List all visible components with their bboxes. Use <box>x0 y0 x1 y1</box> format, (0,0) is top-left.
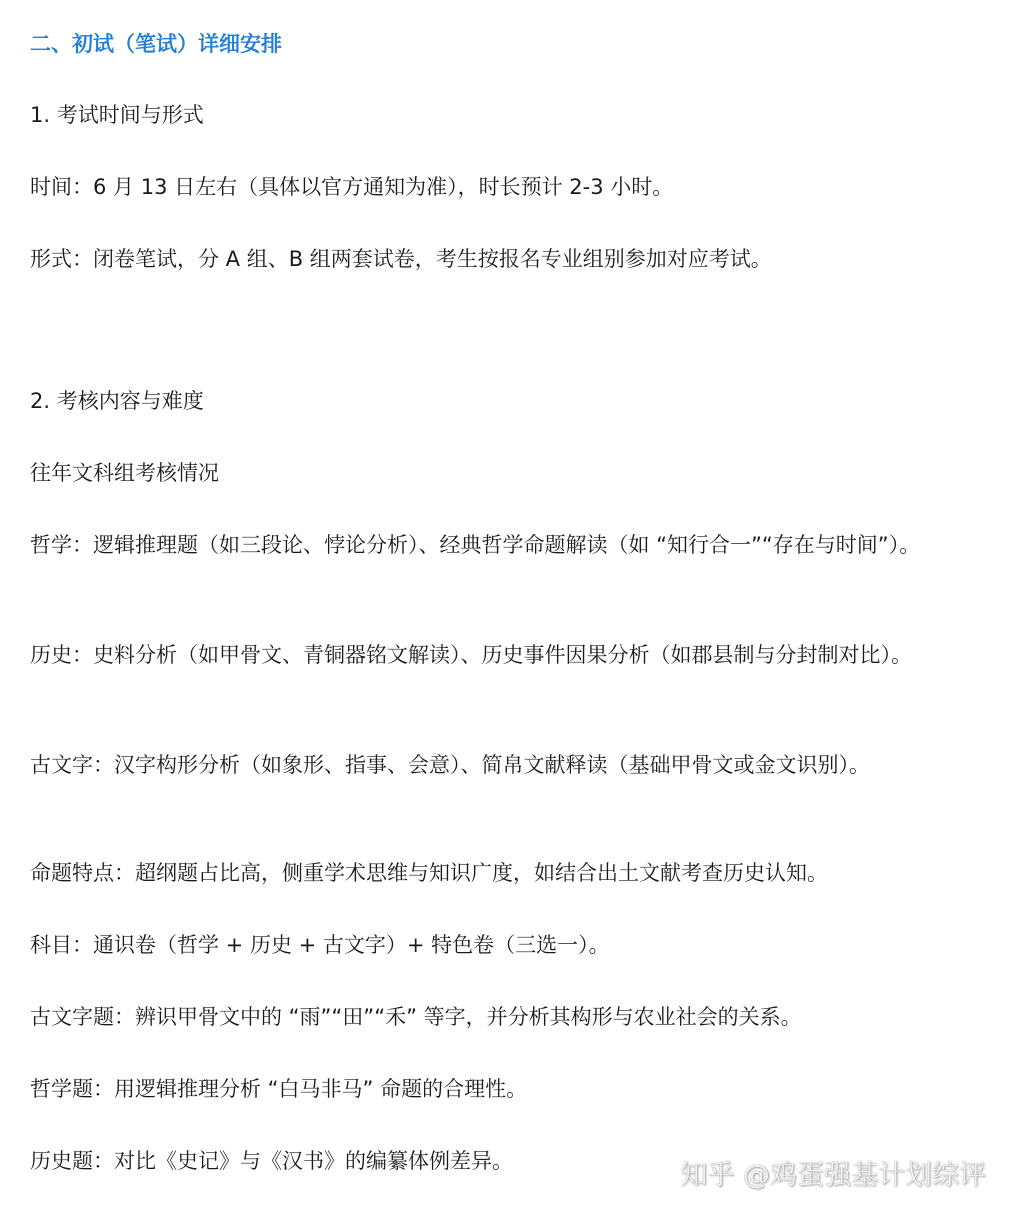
history-question-paragraph: 历史题：对比《史记》与《汉书》的编纂体例差异。 <box>30 1149 513 1173</box>
ancient-script-paragraph: 古文字：汉字构形分析（如象形、指事、会意）、简帛文献释读（基础甲骨文或金文识别）。 <box>30 753 870 777</box>
history-paragraph: 历史：史料分析（如甲骨文、青铜器铭文解读）、历史事件因果分析（如郡县制与分封制对比）。 <box>30 643 912 667</box>
features-paragraph: 命题特点：超纲题占比高，侧重学术思维与知识广度，如结合出土文献考查历史认知。 <box>30 861 828 885</box>
exam-form-paragraph: 形式：闭卷笔试，分 A 组、B 组两套试卷，考生按报名专业组别参加对应考试。 <box>30 247 772 271</box>
philosophy-paragraph: 哲学：逻辑推理题（如三段论、悖论分析）、经典哲学命题解读（如 “知行合一”“存在与时间”）。 <box>30 533 921 557</box>
exam-time-form-title: 1. 考试时间与形式 <box>30 103 204 127</box>
philosophy-question-paragraph: 哲学题：用逻辑推理分析 “白马非马” 命题的合理性。 <box>30 1077 528 1101</box>
content-subtitle: 往年文科组考核情况 <box>30 461 219 485</box>
watermark: 知乎 @鸡蛋强基计划综评 <box>680 1160 986 1191</box>
ancient-script-question-paragraph: 古文字题：辨识甲骨文中的 “雨”“田”“禾” 等字，并分析其构形与农业社会的关系。 <box>30 1005 802 1029</box>
content-difficulty-title: 2. 考核内容与难度 <box>30 389 204 413</box>
section-heading: 二、初试（笔试）详细安排 <box>30 32 282 56</box>
exam-time-paragraph: 时间：6 月 13 日左右（具体以官方通知为准），时长预计 2-3 小时。 <box>30 175 674 199</box>
subjects-paragraph: 科目：通识卷（哲学 + 历史 + 古文字）+ 特色卷（三选一）。 <box>30 933 610 957</box>
